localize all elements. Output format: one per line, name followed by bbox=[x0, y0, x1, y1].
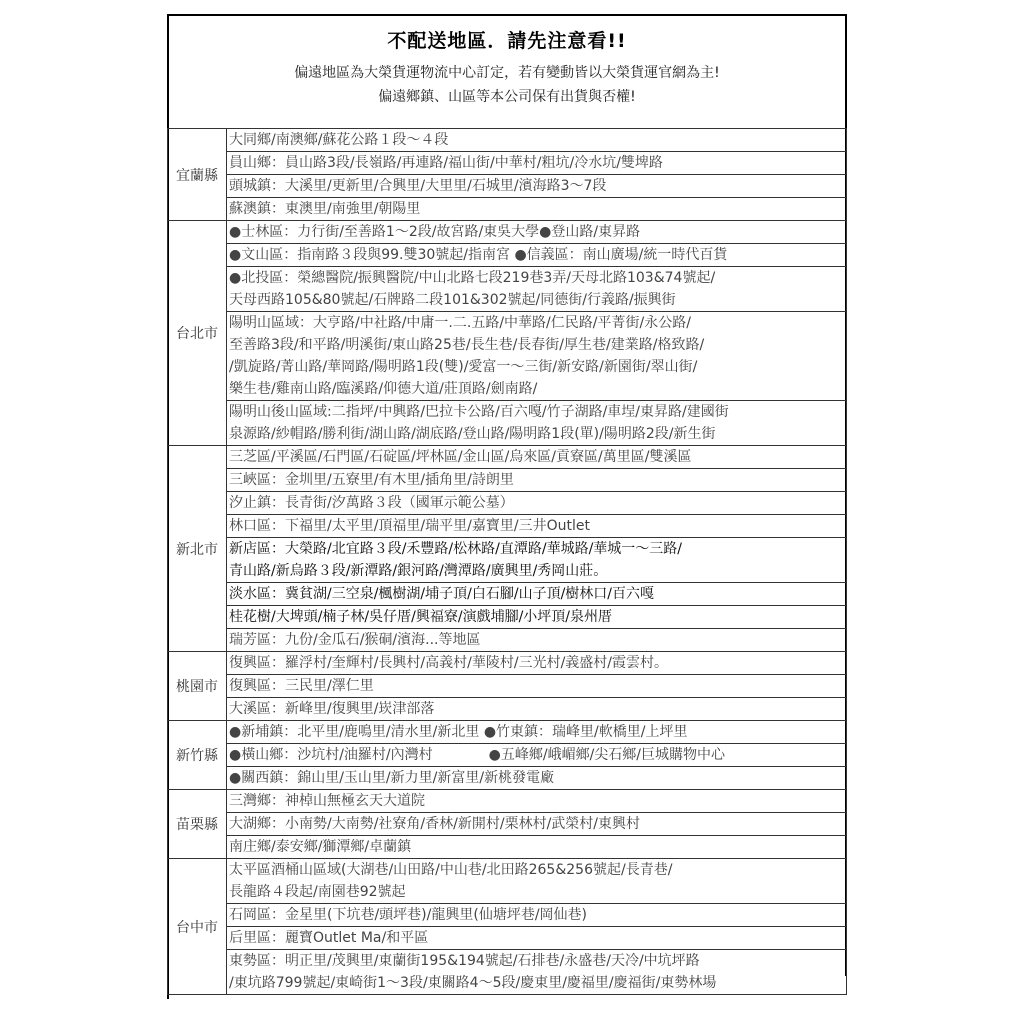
table-row bbox=[168, 836, 847, 859]
area-text-line: 至善路3段/和平路/明溪街/東山路25巷/長生巷/長春街/厚生巷/建業路/格致路/ bbox=[229, 337, 705, 353]
area-text-line: 三芝區/平溪區/石門區/石碇區/坪林區/金山區/烏來區/貢寮區/萬里區/雙溪區 bbox=[229, 449, 692, 465]
area-text-line: 青山路/新烏路３段/新潭路/銀河路/灣潭路/廣興里/秀岡山莊。 bbox=[229, 563, 608, 579]
table-row bbox=[168, 401, 847, 446]
area-text-line: 復興區：三民里/澤仁里 bbox=[229, 678, 374, 694]
table-row bbox=[168, 538, 847, 583]
table-row bbox=[168, 927, 847, 950]
area-text-line: 后里區：麗寶Outlet Ma/和平區 bbox=[229, 930, 429, 946]
table-row bbox=[168, 859, 847, 904]
restricted-areas-table bbox=[167, 128, 847, 995]
region-name: 台中市 bbox=[168, 859, 227, 995]
notice-line-1: 偏遠地區為大榮貨運物流中心訂定，若有變動皆以大榮貨運官網為主! bbox=[294, 65, 720, 81]
table-row bbox=[168, 129, 847, 152]
area-cell bbox=[227, 652, 847, 675]
table-row bbox=[168, 244, 847, 267]
page-title: 不配送地區．請先注意看!! bbox=[387, 30, 627, 52]
area-text-line: 泉源路/紗帽路/勝利街/湖山路/湖底路/登山路/陽明路1段(單)/陽明路2段/新生街 bbox=[229, 426, 716, 442]
table-row bbox=[168, 904, 847, 927]
area-cell bbox=[227, 629, 847, 652]
region-name: 新北市 bbox=[168, 446, 227, 652]
area-cell bbox=[227, 790, 847, 813]
area-text-line: /東坑路799號起/東崎街1～3段/東關路4～5段/慶東里/慶福里/慶福街/東勢林場 bbox=[229, 975, 717, 991]
table-row bbox=[168, 652, 847, 675]
table-row bbox=[168, 221, 847, 244]
area-text-line: 汐止鎮：長青街/汐萬路３段（國軍示範公墓） bbox=[229, 495, 514, 511]
area-text-line: 三灣鄉：神棹山無極玄天大道院 bbox=[229, 793, 425, 809]
area-cell bbox=[227, 401, 847, 446]
area-cell bbox=[227, 198, 847, 221]
area-cell bbox=[227, 927, 847, 950]
area-cell bbox=[227, 859, 847, 904]
area-cell bbox=[227, 492, 847, 515]
document-header bbox=[169, 16, 845, 128]
area-text-line: /凱旋路/菁山路/華岡路/陽明路1段(雙)/愛富一～三街/新安路/新園街/翠山街/ bbox=[229, 359, 698, 375]
area-cell bbox=[227, 312, 847, 401]
region-name: 苗栗縣 bbox=[168, 790, 227, 859]
table-row bbox=[168, 267, 847, 312]
region-name: 新竹縣 bbox=[168, 721, 227, 790]
area-cell bbox=[227, 744, 847, 767]
area-text-line: 復興區：羅浮村/奎輝村/長興村/高義村/華陵村/三光村/義盛村/霞雲村。 bbox=[229, 655, 669, 671]
area-text-line: 大同鄉/南澳鄉/蘇花公路１段～４段 bbox=[229, 132, 449, 148]
area-text-line: 蘇澳鎮：東澳里/南強里/朝陽里 bbox=[229, 201, 421, 217]
table-row bbox=[168, 813, 847, 836]
area-cell bbox=[227, 129, 847, 152]
area-cell bbox=[227, 221, 847, 244]
area-text-line: 石岡區：金星里(下坑巷/頭坪巷)/龍興里(仙塘坪巷/岡仙巷) bbox=[229, 907, 587, 923]
notice-line-2: 偏遠鄉鎮、山區等本公司保有出貨與否權! bbox=[378, 89, 636, 105]
area-cell bbox=[227, 267, 847, 312]
area-text-line: ●文山區：指南路３段與99.雙30號起/指南宮 ●信義區：南山廣場/統一時代百貨 bbox=[229, 247, 728, 263]
area-text-line: 淡水區：冀貧湖/三空泉/楓樹湖/埔子頂/白石腳/山子頂/樹林口/百六嘎 bbox=[229, 586, 655, 602]
area-text-line: 新店區：大榮路/北宜路３段/禾豐路/松林路/直潭路/華城路/華城一～三路/ bbox=[229, 541, 683, 557]
area-cell bbox=[227, 175, 847, 198]
area-cell bbox=[227, 721, 847, 744]
area-cell bbox=[227, 813, 847, 836]
table-row bbox=[168, 446, 847, 469]
area-text-line: 陽明山後山區域:二指坪/中興路/巴拉卡公路/百六嘎/竹子湖路/車埕/東昇路/建國街 bbox=[229, 404, 729, 420]
table-row bbox=[168, 721, 847, 744]
area-text-line: ●關西鎮：錦山里/玉山里/新力里/新富里/新桃發電廠 bbox=[229, 770, 555, 786]
area-cell bbox=[227, 606, 847, 629]
area-cell bbox=[227, 152, 847, 175]
table-row bbox=[168, 767, 847, 790]
area-cell bbox=[227, 904, 847, 927]
area-text-line: 太平區酒桶山區域(大湖巷/山田路/中山巷/北田路265&256號起/長青巷/ bbox=[229, 862, 673, 878]
area-text-line: 員山鄉：員山路3段/長嶺路/再連路/福山街/中華村/粗坑/冷水坑/雙埤路 bbox=[229, 155, 663, 171]
area-text-line: 林口區：下福里/太平里/頂福里/瑞平里/嘉寶里/三井Outlet bbox=[229, 518, 590, 534]
area-cell bbox=[227, 469, 847, 492]
table-row bbox=[168, 312, 847, 401]
area-text-line: ●士林區：力行街/至善路1～2段/故宮路/東吳大學●登山路/東昇路 bbox=[229, 224, 641, 240]
area-text-line: 瑞芳區：九份/金瓜石/猴硐/濱海...等地區 bbox=[229, 632, 481, 648]
area-cell bbox=[227, 698, 847, 721]
table-row bbox=[168, 950, 847, 995]
area-text-line: ●新埔鎮：北平里/鹿鳴里/清水里/新北里 ●竹東鎮：瑞峰里/軟橋里/上坪里 bbox=[229, 724, 688, 740]
area-text-line: ●橫山鄉：沙坑村/油羅村/內灣村 ●五峰鄉/峨嵋鄉/尖石鄉/巨城購物中心 bbox=[229, 747, 726, 763]
area-cell bbox=[227, 583, 847, 606]
area-text-line: 三峽區：金圳里/五寮里/有木里/插角里/詩朗里 bbox=[229, 472, 514, 488]
table-row bbox=[168, 583, 847, 606]
area-text-line: 長龍路４段起/南園巷92號起 bbox=[229, 884, 406, 900]
area-text-line: 大湖鄉：小南勢/大南勢/社寮角/香林/新開村/栗林村/武榮村/東興村 bbox=[229, 816, 641, 832]
area-text-line: 南庄鄉/泰安鄉/獅潭鄉/卓蘭鎮 bbox=[229, 839, 412, 855]
table-row bbox=[168, 469, 847, 492]
table-row bbox=[168, 790, 847, 813]
area-cell bbox=[227, 950, 847, 995]
area-cell bbox=[227, 244, 847, 267]
area-text-line: 樂生巷/雞南山路/臨溪路/仰德大道/莊頂路/劍南路/ bbox=[229, 381, 538, 397]
table-row bbox=[168, 698, 847, 721]
area-cell bbox=[227, 836, 847, 859]
area-text-line: 東勢區：明正里/茂興里/東蘭街195&194號起/石排巷/永盛巷/天冷/中坑坪路 bbox=[229, 953, 700, 969]
area-cell bbox=[227, 675, 847, 698]
area-text-line: 大溪區：新峰里/復興里/崁津部落 bbox=[229, 701, 435, 717]
table-row bbox=[168, 152, 847, 175]
area-text-line: 桂花樹/大埤頭/楠子林/吳仔厝/興福寮/演戲埔腳/小坪頂/泉州厝 bbox=[229, 609, 613, 625]
area-text-line: 陽明山區域：大亨路/中社路/中庸一.二.五路/中華路/仁民路/平菁街/永公路/ bbox=[229, 315, 691, 331]
region-name: 桃園市 bbox=[168, 652, 227, 721]
shipping-notice-document bbox=[167, 14, 847, 999]
area-cell bbox=[227, 515, 847, 538]
table-row bbox=[168, 606, 847, 629]
area-cell bbox=[227, 446, 847, 469]
region-name: 台北市 bbox=[168, 221, 227, 446]
region-name: 宜蘭縣 bbox=[168, 129, 227, 221]
table-row bbox=[168, 492, 847, 515]
table-row bbox=[168, 675, 847, 698]
area-cell bbox=[227, 538, 847, 583]
restricted-areas-body bbox=[168, 129, 847, 995]
table-row bbox=[168, 744, 847, 767]
table-row bbox=[168, 629, 847, 652]
area-text-line: ●北投區：榮總醫院/振興醫院/中山北路七段219巷3弄/天母北路103&74號起/ bbox=[229, 270, 716, 286]
table-row bbox=[168, 515, 847, 538]
table-row bbox=[168, 198, 847, 221]
area-cell bbox=[227, 767, 847, 790]
table-row bbox=[168, 175, 847, 198]
area-text-line: 頭城鎮：大溪里/更新里/合興里/大里里/石城里/濱海路3～7段 bbox=[229, 178, 607, 194]
area-text-line: 天母西路105&80號起/石牌路二段101&302號起/同德街/行義路/振興街 bbox=[229, 292, 676, 308]
